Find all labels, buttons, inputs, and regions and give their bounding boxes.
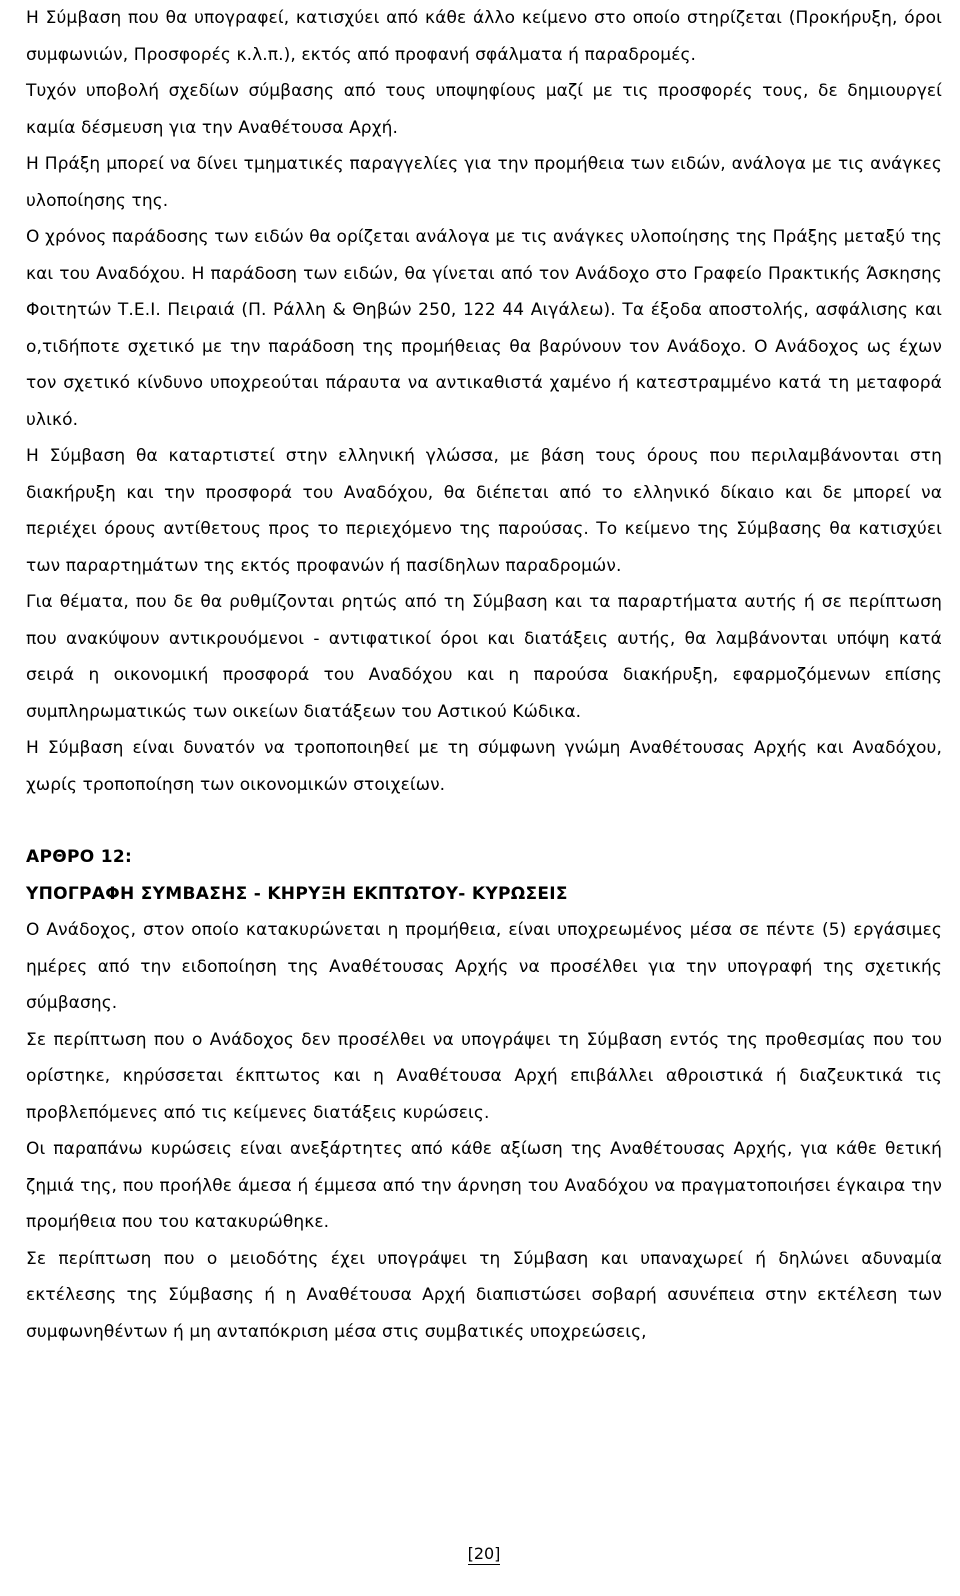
paragraph-delivery: Ο χρόνος παράδοσης των ειδών θα ορίζεται ανάλογα με τις ανάγκες υλοποίησης της Πράξης μεταξύ της και του Αναδόχου. Η παράδοση των ειδών, θα γίνεται από τον Ανάδοχο στο Γραφείο Πρακτικής Άσκησης Φοιτητών Τ.Ε.Ι. Πειραιά (Π. Ράλλη & Θηβών 250, 122 44 Αιγάλεω). Τα έξοδα αποστολής, ασφάλισης και ο,τιδήποτε σχετικό με την παράδοση της προμήθειας θα βαρύνουν τον Ανάδοχο. Ο Ανάδοχος ως έχων τον σχετικό κίνδυνο υποχρεούται πάραυτα να αντικαθιστά χαμένο ή κατεστραμμένο κατά τη μεταφορά υλικό.	[26, 227, 942, 430]
article-number: ΑΡΘΡΟ 12:	[26, 847, 133, 867]
article-title: ΥΠΟΓΡΑΦΗ ΣΥΜΒΑΣΗΣ - ΚΗΡΥΞΗ ΕΚΠΤΩΤΟΥ- ΚΥΡΩΣΕΙΣ	[26, 883, 568, 904]
paragraph-contract-language: Η Σύμβαση θα καταρτιστεί στην ελληνική γλώσσα, με βάση τους όρους που περιλαμβάνονται στη διακήρυξη και την προσφορά του Αναδόχου, θα διέπεται από το ελληνικό δίκαιο και δε μπορεί να περιέχει όρους αντίθετους προς το περιεχόμενο της παρούσας. Το κείμενο της Σύμβασης θα κατισχύει των παραρτημάτων της εκτός προφανών ή πασίδηλων παραδρομών.	[26, 446, 942, 576]
paragraph-unregulated-matters: Για θέματα, που δε θα ρυθμίζονται ρητώς από τη Σύμβαση και τα παραρτήματα αυτής ή σε περίπτωση που ανακύψουν αντικρουόμενοι - αντιφατικοί όροι και διατάξεις αυτής, θα λαμβάνονται υπόψη κατά σειρά η οικονομική προσφορά του Αναδόχου και η παρούσα διακήρυξη, εφαρμοζόμενων επίσης συμπληρωματικώς των οικείων διατάξεων του Αστικού Κώδικα.	[26, 592, 942, 722]
section-gap	[26, 803, 942, 839]
paragraph-partial-orders: Η Πράξη μπορεί να δίνει τμηματικές παραγγελίες για την προμήθεια των ειδών, ανάλογα με τις ανάγκες υλοποίησης της.	[26, 154, 942, 211]
page-footer	[0, 1544, 960, 1565]
paragraph-signing-deadline: Ο Ανάδοχος, στον οποίο κατακυρώνεται η προμήθεια, είναι υποχρεωμένος μέσα σε πέντε (5) εργάσιμες ημέρες από την ειδοποίηση της Αναθέτουσας Αρχής να προσέλθει για την υπογραφή της σχετικής σύμβασης.	[26, 920, 942, 1013]
paragraph-forfeiture: Σε περίπτωση που ο Ανάδοχος δεν προσέλθει να υπογράψει τη Σύμβαση εντός της προθεσμίας που του ορίστηκε, κηρύσσεται έκπτωτος και η Αναθέτουσα Αρχή επιβάλλει αθροιστικά ή διαζευκτικά τις προβλεπόμενες από τις κείμενες διατάξεις κυρώσεις.	[26, 1029, 942, 1123]
paragraph-contract-precedence: Η Σύμβαση που θα υπογραφεί, κατισχύει από κάθε άλλο κείμενο στο οποίο στηρίζεται (Προκήρυξη, όροι συμφωνιών, Προσφορές κ.λ.π.), εκτός από προφανή σφάλματα ή παραδρομές.	[26, 8, 942, 65]
paragraph-draft-contracts: Τυχόν υποβολή σχεδίων σύμβασης από τους υποψηφίους μαζί με τις προσφορές τους, δε δημιουργεί καμία δέσμευση για την Αναθέτουσα Αρχή.	[26, 81, 942, 138]
page-number: [20]	[467, 1544, 501, 1563]
document-page	[26, 0, 942, 1350]
paragraph-contract-amendment: Η Σύμβαση είναι δυνατόν να τροποποιηθεί με τη σύμφωνη γνώμη Αναθέτουσας Αρχής και Αναδόχου, χωρίς τροποποίηση των οικονομικών στοιχείων.	[26, 738, 942, 795]
paragraph-withdrawal: Σε περίπτωση που ο μειοδότης έχει υπογράψει τη Σύμβαση και υπαναχωρεί ή δηλώνει αδυναμία εκτέλεσης της Σύμβασης ή η Αναθέτουσα Αρχή διαπιστώσει σοβαρή ασυνέπεια στην εκτέλεση των συμφωνηθέντων ή μη ανταπόκριση μέσα στις συμβατικές υποχρεώσεις,	[26, 1248, 942, 1342]
paragraph-sanctions-independent: Οι παραπάνω κυρώσεις είναι ανεξάρτητες από κάθε αξίωση της Αναθέτουσας Αρχής, για κάθε θετική ζημιά της, που προήλθε άμεσα ή έμμεσα από την άρνηση του Αναδόχου να πραγματοποιήσει έγκαιρα την προμήθεια που του κατακυρώθηκε.	[26, 1139, 942, 1232]
